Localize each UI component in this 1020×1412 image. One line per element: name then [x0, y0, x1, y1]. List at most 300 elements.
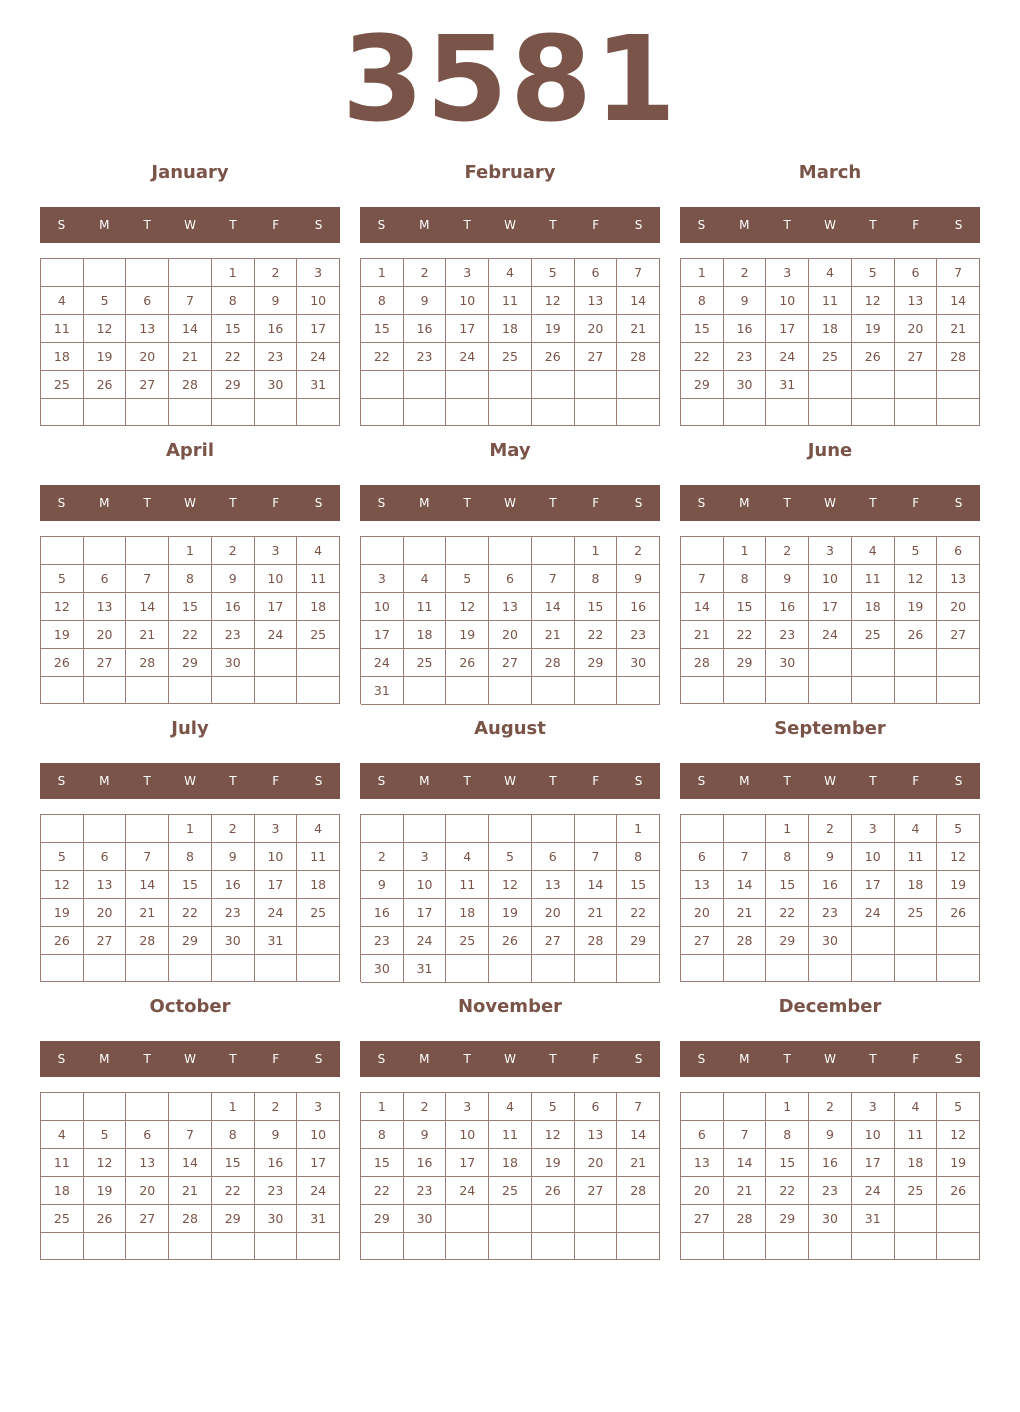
day-cell: 10 [297, 1121, 340, 1149]
day-cell: 5 [532, 259, 575, 287]
empty-day-cell [937, 955, 980, 982]
day-cell: 14 [617, 1121, 660, 1149]
empty-day-cell [532, 1205, 575, 1233]
day-cell: 25 [852, 621, 895, 649]
day-cell: 7 [169, 287, 212, 315]
day-cell: 2 [404, 259, 447, 287]
day-cell: 1 [575, 537, 618, 565]
empty-day-cell [84, 259, 127, 287]
day-cell: 27 [575, 343, 618, 371]
day-cell: 5 [41, 565, 84, 593]
empty-day-cell [852, 677, 895, 704]
day-cell: 5 [532, 1093, 575, 1121]
weekday-header [40, 763, 340, 799]
weekday-label: T [463, 496, 471, 510]
day-cell: 19 [532, 1149, 575, 1177]
day-cell: 17 [809, 593, 852, 621]
weekday-label: F [592, 496, 600, 510]
empty-day-cell [41, 1093, 84, 1121]
day-cell: 28 [724, 1205, 767, 1233]
day-cell: 19 [852, 315, 895, 343]
weekday-label: M [739, 1052, 750, 1066]
weekday-label: T [229, 496, 237, 510]
day-cell: 18 [297, 871, 340, 899]
weekday-label: M [739, 774, 750, 788]
day-cell: 28 [126, 649, 169, 677]
day-cell: 2 [212, 815, 255, 843]
day-cell: 10 [766, 287, 809, 315]
weekday-label: S [377, 1052, 386, 1066]
weekday-label: T [869, 1052, 877, 1066]
empty-day-cell [575, 955, 618, 983]
empty-day-cell [446, 1205, 489, 1233]
day-cell: 21 [617, 315, 660, 343]
day-cell: 29 [169, 649, 212, 677]
weekday-label: T [143, 218, 151, 232]
empty-day-cell [895, 1233, 938, 1260]
weekday-label: W [504, 1052, 516, 1066]
day-cell: 10 [852, 1121, 895, 1149]
day-cell: 6 [575, 1093, 618, 1121]
empty-day-cell [84, 1233, 127, 1260]
empty-day-cell [489, 815, 532, 843]
day-cell: 6 [126, 287, 169, 315]
day-cell: 26 [41, 927, 84, 955]
empty-day-cell [766, 677, 809, 704]
day-cell: 5 [84, 287, 127, 315]
day-cell: 11 [809, 287, 852, 315]
empty-day-cell [681, 1233, 724, 1260]
weekday-label: S [634, 218, 643, 232]
day-cell: 28 [617, 1177, 660, 1205]
day-cell: 13 [575, 1121, 618, 1149]
day-cell: 12 [937, 843, 980, 871]
day-cell: 24 [852, 1177, 895, 1205]
day-cell: 29 [681, 371, 724, 399]
month-october [40, 989, 340, 1267]
empty-day-cell [617, 677, 660, 705]
weekday-label: W [824, 1052, 836, 1066]
empty-day-cell [766, 1233, 809, 1260]
empty-day-cell [297, 955, 340, 982]
day-cell: 19 [937, 1149, 980, 1177]
empty-day-cell [937, 1233, 980, 1260]
weekday-label: T [549, 1052, 557, 1066]
day-cell: 14 [937, 287, 980, 315]
day-cell: 17 [297, 1149, 340, 1177]
weekday-label: M [739, 496, 750, 510]
day-grid [40, 536, 340, 704]
empty-day-cell [617, 1205, 660, 1233]
day-cell: 1 [212, 259, 255, 287]
empty-day-cell [937, 371, 980, 399]
empty-day-cell [41, 677, 84, 704]
day-cell: 21 [126, 899, 169, 927]
day-cell: 16 [361, 899, 404, 927]
day-cell: 28 [681, 649, 724, 677]
day-cell: 1 [169, 815, 212, 843]
month-april [40, 433, 340, 711]
day-cell: 4 [489, 1093, 532, 1121]
day-cell: 17 [255, 871, 298, 899]
empty-day-cell [809, 399, 852, 426]
weekday-label: F [592, 1052, 600, 1066]
weekday-label: F [912, 774, 920, 788]
empty-day-cell [809, 371, 852, 399]
weekday-label: W [824, 774, 836, 788]
weekday-label: F [912, 496, 920, 510]
empty-day-cell [809, 955, 852, 982]
day-cell: 16 [212, 593, 255, 621]
day-cell: 9 [255, 287, 298, 315]
year-title: 3581 [341, 10, 679, 148]
empty-day-cell [766, 399, 809, 426]
day-cell: 30 [255, 1205, 298, 1233]
weekday-label: M [99, 496, 110, 510]
day-cell: 25 [809, 343, 852, 371]
day-cell: 1 [724, 537, 767, 565]
day-cell: 8 [681, 287, 724, 315]
empty-day-cell [895, 1205, 938, 1233]
day-cell: 28 [575, 927, 618, 955]
day-cell: 28 [617, 343, 660, 371]
day-cell: 16 [404, 1149, 447, 1177]
day-cell: 31 [852, 1205, 895, 1233]
day-cell: 21 [169, 343, 212, 371]
empty-day-cell [446, 677, 489, 705]
empty-day-cell [169, 259, 212, 287]
day-cell: 7 [617, 1093, 660, 1121]
day-cell: 24 [766, 343, 809, 371]
empty-day-cell [255, 677, 298, 704]
empty-day-cell [126, 1233, 169, 1260]
day-cell: 29 [169, 927, 212, 955]
day-cell: 7 [169, 1121, 212, 1149]
day-cell: 29 [617, 927, 660, 955]
day-cell: 22 [724, 621, 767, 649]
empty-day-cell [895, 927, 938, 955]
day-cell: 24 [809, 621, 852, 649]
empty-day-cell [255, 399, 298, 426]
weekday-label: F [272, 1052, 280, 1066]
day-cell: 10 [255, 565, 298, 593]
day-cell: 1 [681, 259, 724, 287]
day-cell: 29 [766, 1205, 809, 1233]
weekday-label: S [57, 218, 66, 232]
weekday-label: S [314, 774, 323, 788]
day-cell: 4 [41, 287, 84, 315]
weekday-label: S [954, 218, 963, 232]
day-cell: 26 [937, 1177, 980, 1205]
day-cell: 8 [766, 843, 809, 871]
month-name: September [774, 718, 886, 739]
empty-day-cell [41, 537, 84, 565]
day-cell: 27 [489, 649, 532, 677]
day-cell: 7 [617, 259, 660, 287]
day-cell: 20 [895, 315, 938, 343]
day-cell: 14 [169, 1149, 212, 1177]
day-cell: 23 [404, 1177, 447, 1205]
day-cell: 13 [681, 1149, 724, 1177]
day-cell: 27 [126, 371, 169, 399]
day-cell: 17 [361, 621, 404, 649]
month-name: January [151, 162, 229, 183]
day-cell: 9 [724, 287, 767, 315]
day-cell: 28 [169, 1205, 212, 1233]
weekday-label: S [697, 496, 706, 510]
day-cell: 29 [212, 371, 255, 399]
empty-day-cell [724, 1233, 767, 1260]
weekday-label: F [272, 774, 280, 788]
empty-day-cell [446, 815, 489, 843]
empty-day-cell [724, 677, 767, 704]
weekday-label: M [419, 496, 430, 510]
empty-day-cell [489, 1233, 532, 1260]
day-cell: 8 [766, 1121, 809, 1149]
day-cell: 24 [297, 1177, 340, 1205]
day-cell: 2 [212, 537, 255, 565]
day-cell: 11 [895, 1121, 938, 1149]
empty-day-cell [617, 955, 660, 983]
day-cell: 18 [489, 1149, 532, 1177]
month-december [680, 989, 980, 1267]
day-cell: 11 [404, 593, 447, 621]
day-cell: 9 [404, 287, 447, 315]
day-cell: 3 [852, 1093, 895, 1121]
day-cell: 25 [489, 1177, 532, 1205]
day-cell: 13 [895, 287, 938, 315]
empty-day-cell [852, 955, 895, 982]
day-grid [360, 258, 660, 426]
day-cell: 13 [84, 871, 127, 899]
day-cell: 14 [575, 871, 618, 899]
day-cell: 27 [937, 621, 980, 649]
day-cell: 26 [895, 621, 938, 649]
day-cell: 6 [895, 259, 938, 287]
empty-day-cell [489, 677, 532, 705]
day-cell: 5 [937, 1093, 980, 1121]
weekday-label: W [824, 218, 836, 232]
empty-day-cell [126, 537, 169, 565]
day-cell: 2 [255, 259, 298, 287]
empty-day-cell [937, 927, 980, 955]
empty-day-cell [895, 371, 938, 399]
weekday-label: W [504, 218, 516, 232]
empty-day-cell [617, 371, 660, 399]
day-cell: 7 [532, 565, 575, 593]
weekday-header [360, 485, 660, 521]
day-cell: 30 [212, 927, 255, 955]
weekday-label: S [57, 1052, 66, 1066]
weekday-label: M [419, 218, 430, 232]
day-cell: 26 [41, 649, 84, 677]
day-grid [680, 536, 980, 704]
weekday-label: F [592, 218, 600, 232]
month-november [360, 989, 660, 1267]
day-cell: 11 [489, 1121, 532, 1149]
day-cell: 30 [255, 371, 298, 399]
day-cell: 18 [41, 1177, 84, 1205]
month-august [360, 711, 660, 989]
day-cell: 12 [895, 565, 938, 593]
day-cell: 28 [169, 371, 212, 399]
day-cell: 14 [126, 871, 169, 899]
day-cell: 18 [297, 593, 340, 621]
empty-day-cell [617, 399, 660, 427]
day-cell: 4 [404, 565, 447, 593]
empty-day-cell [532, 955, 575, 983]
day-cell: 30 [361, 955, 404, 983]
weekday-label: M [99, 774, 110, 788]
day-cell: 21 [937, 315, 980, 343]
empty-day-cell [575, 1233, 618, 1260]
day-cell: 15 [361, 1149, 404, 1177]
month-name: April [165, 440, 215, 461]
empty-day-cell [575, 399, 618, 427]
weekday-label: T [549, 218, 557, 232]
day-cell: 16 [212, 871, 255, 899]
day-cell: 2 [724, 259, 767, 287]
day-cell: 23 [809, 899, 852, 927]
empty-day-cell [297, 649, 340, 677]
empty-day-cell [169, 677, 212, 704]
day-cell: 31 [297, 1205, 340, 1233]
weekday-header [40, 1041, 340, 1077]
weekday-label: F [912, 1052, 920, 1066]
weekday-label: S [954, 1052, 963, 1066]
day-cell: 12 [84, 1149, 127, 1177]
day-cell: 22 [169, 899, 212, 927]
day-cell: 28 [724, 927, 767, 955]
day-cell: 12 [852, 287, 895, 315]
day-cell: 16 [404, 315, 447, 343]
empty-day-cell [937, 1205, 980, 1233]
weekday-label: S [377, 774, 386, 788]
day-cell: 30 [809, 927, 852, 955]
day-cell: 19 [41, 899, 84, 927]
weekday-label: W [184, 774, 196, 788]
empty-day-cell [41, 1233, 84, 1260]
day-cell: 11 [446, 871, 489, 899]
day-cell: 22 [212, 1177, 255, 1205]
day-cell: 6 [84, 843, 127, 871]
day-cell: 7 [724, 843, 767, 871]
empty-day-cell [126, 955, 169, 982]
month-name: March [798, 162, 862, 183]
day-cell: 23 [809, 1177, 852, 1205]
day-cell: 3 [809, 537, 852, 565]
empty-day-cell [937, 649, 980, 677]
day-cell: 6 [937, 537, 980, 565]
empty-day-cell [41, 399, 84, 426]
day-cell: 24 [404, 927, 447, 955]
weekday-label: S [57, 774, 66, 788]
empty-day-cell [766, 955, 809, 982]
day-cell: 4 [489, 259, 532, 287]
month-name: August [474, 718, 546, 739]
day-cell: 2 [809, 815, 852, 843]
day-cell: 14 [724, 871, 767, 899]
day-cell: 13 [681, 871, 724, 899]
empty-day-cell [895, 677, 938, 704]
empty-day-cell [41, 815, 84, 843]
day-cell: 19 [532, 315, 575, 343]
day-grid [40, 258, 340, 426]
day-cell: 25 [41, 1205, 84, 1233]
weekday-header [680, 1041, 980, 1077]
empty-day-cell [809, 1233, 852, 1260]
day-cell: 13 [937, 565, 980, 593]
empty-day-cell [84, 677, 127, 704]
day-cell: 24 [446, 1177, 489, 1205]
day-cell: 15 [724, 593, 767, 621]
weekday-label: S [954, 774, 963, 788]
day-cell: 27 [84, 927, 127, 955]
day-cell: 20 [84, 899, 127, 927]
day-cell: 4 [297, 815, 340, 843]
weekday-label: S [634, 496, 643, 510]
empty-day-cell [617, 1233, 660, 1260]
empty-day-cell [724, 815, 767, 843]
day-cell: 5 [895, 537, 938, 565]
empty-day-cell [681, 1093, 724, 1121]
day-cell: 13 [575, 287, 618, 315]
day-cell: 13 [126, 1149, 169, 1177]
day-cell: 2 [617, 537, 660, 565]
day-cell: 8 [575, 565, 618, 593]
day-cell: 3 [297, 1093, 340, 1121]
day-cell: 4 [41, 1121, 84, 1149]
day-cell: 18 [895, 871, 938, 899]
day-cell: 17 [852, 871, 895, 899]
weekday-header [680, 763, 980, 799]
weekday-label: T [463, 774, 471, 788]
empty-day-cell [84, 399, 127, 426]
day-cell: 24 [446, 343, 489, 371]
day-cell: 6 [126, 1121, 169, 1149]
weekday-label: M [739, 218, 750, 232]
weekday-label: S [634, 774, 643, 788]
day-cell: 29 [212, 1205, 255, 1233]
weekday-label: T [869, 218, 877, 232]
day-cell: 10 [297, 287, 340, 315]
day-cell: 13 [532, 871, 575, 899]
weekday-label: S [634, 1052, 643, 1066]
weekday-header [40, 485, 340, 521]
empty-day-cell [681, 537, 724, 565]
empty-day-cell [169, 955, 212, 982]
empty-day-cell [255, 955, 298, 982]
day-cell: 26 [532, 1177, 575, 1205]
day-cell: 23 [724, 343, 767, 371]
empty-day-cell [809, 649, 852, 677]
day-cell: 9 [404, 1121, 447, 1149]
day-cell: 14 [617, 287, 660, 315]
day-cell: 11 [297, 565, 340, 593]
day-cell: 5 [852, 259, 895, 287]
day-cell: 17 [446, 315, 489, 343]
day-cell: 29 [361, 1205, 404, 1233]
day-cell: 7 [126, 843, 169, 871]
day-cell: 15 [575, 593, 618, 621]
day-cell: 4 [809, 259, 852, 287]
day-cell: 16 [809, 1149, 852, 1177]
day-cell: 18 [809, 315, 852, 343]
day-cell: 25 [446, 927, 489, 955]
day-cell: 31 [404, 955, 447, 983]
day-cell: 8 [169, 843, 212, 871]
day-cell: 25 [404, 649, 447, 677]
